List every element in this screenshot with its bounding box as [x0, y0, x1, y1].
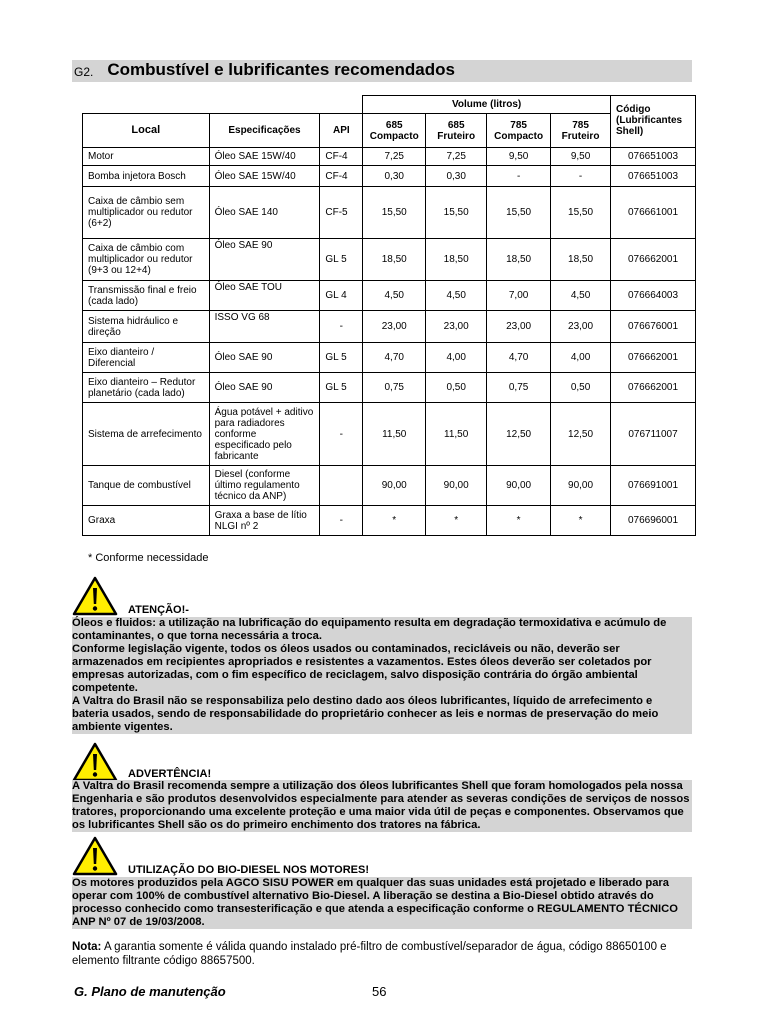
- lubricants-table: [82, 95, 696, 536]
- cell-volume: *: [426, 506, 487, 536]
- table-row: [83, 281, 696, 311]
- cell-local: Sistema de arrefecimento: [83, 403, 210, 466]
- cell-volume: 15,50: [426, 187, 487, 239]
- cell-volume: 18,50: [363, 239, 426, 281]
- warning-box-biodiesel: [72, 877, 692, 929]
- section-code: G2.: [74, 65, 94, 79]
- cell-volume: 90,00: [363, 466, 426, 506]
- cell-api: CF-4: [320, 148, 363, 166]
- cell-code: 076676001: [611, 311, 696, 343]
- cell-volume: 90,00: [487, 466, 551, 506]
- table-row: [83, 166, 696, 187]
- cell-code: 076664003: [611, 281, 696, 311]
- cell-volume: *: [487, 506, 551, 536]
- cell-spec: Graxa a base de lítio NLGI nº 2: [209, 506, 320, 536]
- cell-code: 076691001: [611, 466, 696, 506]
- header-api: API: [320, 114, 363, 148]
- cell-volume: 4,70: [487, 343, 551, 373]
- cell-volume: 23,00: [426, 311, 487, 343]
- header-spec: Especificações: [209, 114, 320, 148]
- cell-volume: 18,50: [426, 239, 487, 281]
- cell-volume: 23,00: [487, 311, 551, 343]
- cell-volume: 12,50: [551, 403, 611, 466]
- table-row: [83, 187, 696, 239]
- table-row: [83, 466, 696, 506]
- cell-spec: ISSO VG 68: [209, 311, 320, 343]
- warning-paragraph: A Valtra do Brasil não se responsabiliza pelo destino dado aos óleos lubrificantes, líquido de arrefecimento e bateria usados, sendo de responsabilidade do proprietário conhecer as leis e normas de preservação do meio ambiente vigentes.: [72, 695, 659, 733]
- cell-volume: 23,00: [363, 311, 426, 343]
- warning-triangle-icon: [72, 836, 118, 876]
- cell-volume: 0,75: [487, 373, 551, 403]
- cell-code: 076696001: [611, 506, 696, 536]
- cell-code: 076651003: [611, 166, 696, 187]
- cell-code: 076661001: [611, 187, 696, 239]
- cell-volume: 11,50: [426, 403, 487, 466]
- warning-box-atencao: [72, 617, 692, 734]
- cell-local: Tanque de combustível: [83, 466, 210, 506]
- cell-local: Sistema hidráulico e direção: [83, 311, 210, 343]
- header-685-fruteiro: 685 Fruteiro: [426, 114, 487, 148]
- cell-volume: 9,50: [487, 148, 551, 166]
- cell-api: CF-5: [320, 187, 363, 239]
- cell-volume: -: [487, 166, 551, 187]
- cell-volume: *: [551, 506, 611, 536]
- cell-volume: 4,00: [551, 343, 611, 373]
- table-row: [83, 403, 696, 466]
- table-row: [83, 343, 696, 373]
- cell-volume: 4,70: [363, 343, 426, 373]
- warning-label-biodiesel: UTILIZAÇÃO DO BIO-DIESEL NOS MOTORES!: [128, 864, 369, 876]
- volume-header: Volume (litros): [363, 96, 611, 114]
- table-row: [83, 148, 696, 166]
- table-footnote: * Conforme necessidade: [88, 552, 209, 564]
- cell-api: CF-4: [320, 166, 363, 187]
- cell-code: 076651003: [611, 148, 696, 166]
- cell-spec: Óleo SAE 90: [209, 239, 320, 281]
- warning-box-advertencia: [72, 780, 692, 832]
- cell-code: 076662001: [611, 239, 696, 281]
- section-title: Combustível e lubrificantes recomendados: [107, 60, 455, 79]
- cell-api: -: [320, 311, 363, 343]
- cell-volume: 0,50: [426, 373, 487, 403]
- cell-code: 076662001: [611, 343, 696, 373]
- warning-triangle-icon: [72, 576, 118, 616]
- cell-volume: 15,50: [363, 187, 426, 239]
- cell-volume: 4,00: [426, 343, 487, 373]
- note-text: A garantia somente é válida quando instalado pré-filtro de combustível/separador de água, código 88650100 e elemento filtrante código 88657500.: [72, 941, 667, 967]
- cell-volume: 7,00: [487, 281, 551, 311]
- header-785-fruteiro: 785 Fruteiro: [551, 114, 611, 148]
- note-label: Nota:: [72, 941, 102, 953]
- cell-volume: 23,00: [551, 311, 611, 343]
- cell-volume: 4,50: [363, 281, 426, 311]
- cell-code: 076711007: [611, 403, 696, 466]
- cell-volume: 9,50: [551, 148, 611, 166]
- cell-api: -: [320, 506, 363, 536]
- cell-spec: Óleo SAE 15W/40: [209, 166, 320, 187]
- warning-triangle-icon: [72, 742, 118, 782]
- header-785-compacto: 785 Compacto: [487, 114, 551, 148]
- cell-spec: Água potável + aditivo para radiadores conforme especificado pelo fabricante: [209, 403, 320, 466]
- table-row: [83, 311, 696, 343]
- cell-volume: 0,75: [363, 373, 426, 403]
- cell-local: Transmissão final e freio (cada lado): [83, 281, 210, 311]
- header-685-compacto: 685 Compacto: [363, 114, 426, 148]
- cell-volume: 15,50: [487, 187, 551, 239]
- cell-spec: Óleo SAE TOU: [209, 281, 320, 311]
- cell-volume: 7,25: [426, 148, 487, 166]
- cell-api: -: [320, 403, 363, 466]
- cell-spec: Óleo SAE 90: [209, 343, 320, 373]
- cell-volume: 7,25: [363, 148, 426, 166]
- warning-label-advertencia: ADVERTÊNCIA!: [128, 768, 212, 780]
- cell-volume: 4,50: [426, 281, 487, 311]
- cell-volume: *: [363, 506, 426, 536]
- warning-paragraph: Óleos e fluidos: a utilização na lubrificação do equipamento resulta em degradação termoxidativa e acúmulo de contaminantes, o que torna necessária a troca.: [72, 617, 667, 642]
- warranty-note: [72, 940, 692, 968]
- cell-local: Caixa de câmbio com multiplicador ou redutor (9+3 ou 12+4): [83, 239, 210, 281]
- warning-label-atencao: ATENÇÃO!-: [128, 604, 189, 616]
- table-row: [83, 373, 696, 403]
- header-code: Código (Lubrificantes Shell): [611, 96, 696, 148]
- cell-volume: 90,00: [551, 466, 611, 506]
- cell-volume: -: [551, 166, 611, 187]
- cell-local: Caixa de câmbio sem multiplicador ou redutor (6+2): [83, 187, 210, 239]
- cell-spec: Óleo SAE 90: [209, 373, 320, 403]
- cell-local: Eixo dianteiro / Diferencial: [83, 343, 210, 373]
- table-row: [83, 239, 696, 281]
- page-number: 56: [372, 984, 387, 999]
- cell-local: Graxa: [83, 506, 210, 536]
- cell-volume: 0,50: [551, 373, 611, 403]
- cell-volume: 18,50: [551, 239, 611, 281]
- cell-volume: 18,50: [487, 239, 551, 281]
- cell-local: Bomba injetora Bosch: [83, 166, 210, 187]
- cell-api: GL 5: [320, 343, 363, 373]
- footer-section-label: G. Plano de manutenção: [74, 984, 226, 999]
- cell-volume: 12,50: [487, 403, 551, 466]
- cell-api: GL 5: [320, 373, 363, 403]
- table-row: [83, 506, 696, 536]
- cell-spec: Diesel (conforme último regulamento técnico da ANP): [209, 466, 320, 506]
- warning-paragraph: Conforme legislação vigente, todos os óleos usados ou contaminados, recicláveis ou não, deverão ser armazenados em recipientes apropriados e resistentes a vazamentos. Estes óleos deverão ser coletados por empresas autorizadas, com o fim específico de reciclagem, salvo disposição contrária do órgão ambiental competente.: [72, 643, 652, 694]
- cell-volume: 4,50: [551, 281, 611, 311]
- cell-volume: 0,30: [363, 166, 426, 187]
- cell-volume: 11,50: [363, 403, 426, 466]
- cell-spec: Óleo SAE 140: [209, 187, 320, 239]
- cell-local: Motor: [83, 148, 210, 166]
- cell-spec: Óleo SAE 15W/40: [209, 148, 320, 166]
- warning-paragraph: Os motores produzidos pela AGCO SISU POWER em qualquer das suas unidades está projetado e liberado para operar com 100% de combustível alternativo Bio-Diesel. A liberação se destina a Bio-Diesel obtido através do processo conhecido como transesterificação e que atenda a especificação conforme o REGULAMENTO TÉCNICO ANP Nº 07 de 19/03/2008.: [72, 877, 678, 928]
- cell-volume: 15,50: [551, 187, 611, 239]
- warning-paragraph: A Valtra do Brasil recomenda sempre a utilização dos óleos lubrificantes Shell que foram homologados pela nossa Engenharia e são produtos desenvolvidos especialmente para atender as severas condições de serviços de nossos tratores, proporcionando uma excelente proteção e uma maior vida útil de peças e componentes. Observamos que os lubrificantes Shell são os do primeiro enchimento dos tratores na fábrica.: [72, 780, 690, 831]
- cell-api: GL 4: [320, 281, 363, 311]
- cell-api: [320, 466, 363, 506]
- section-header: [72, 60, 692, 82]
- cell-volume: 90,00: [426, 466, 487, 506]
- cell-code: 076662001: [611, 373, 696, 403]
- header-local: Local: [83, 114, 210, 148]
- cell-volume: 0,30: [426, 166, 487, 187]
- cell-local: Eixo dianteiro – Redutor planetário (cada lado): [83, 373, 210, 403]
- cell-api: GL 5: [320, 239, 363, 281]
